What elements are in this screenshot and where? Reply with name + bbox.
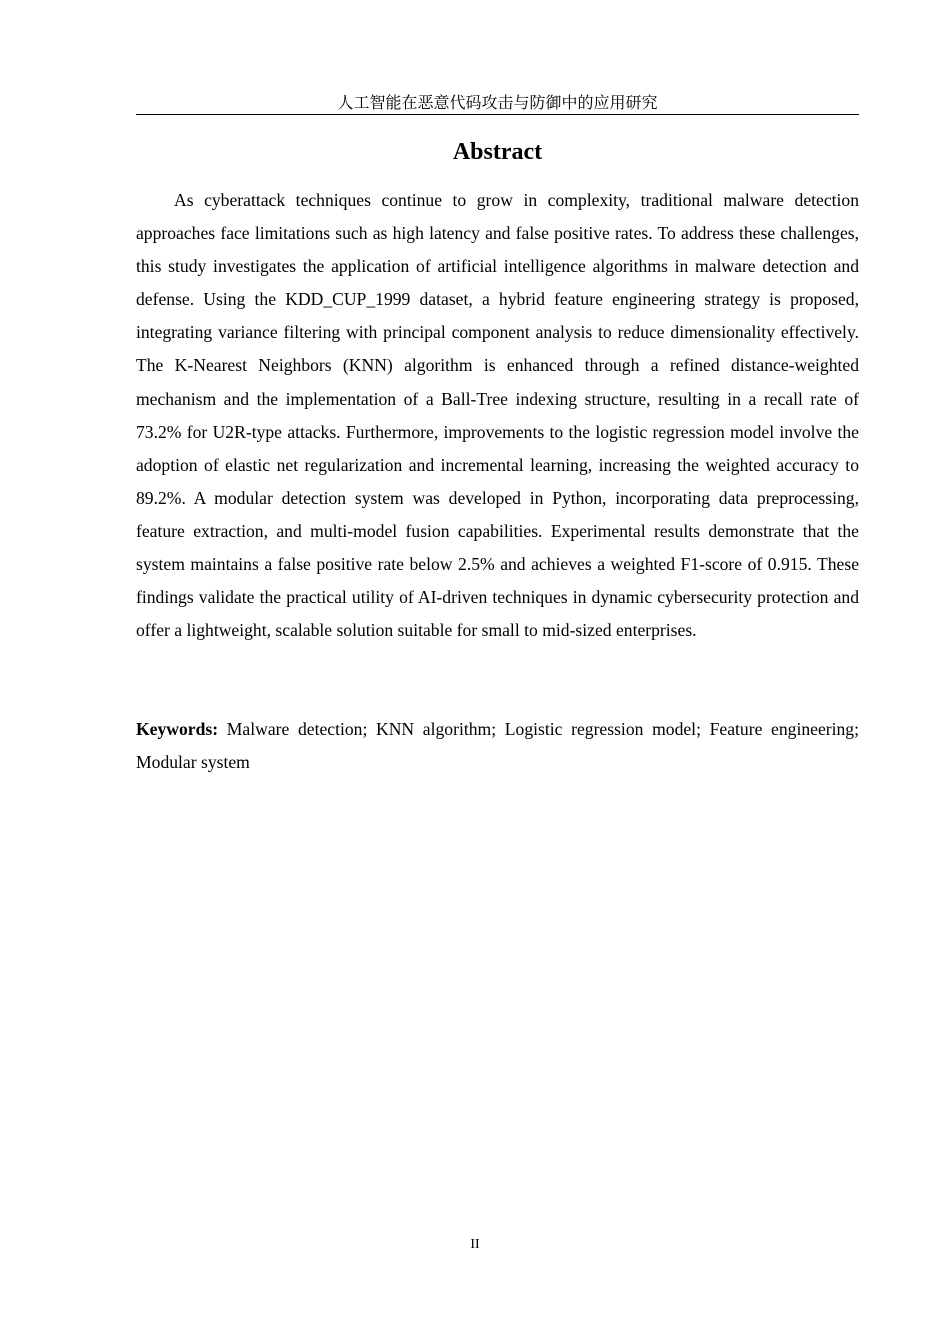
abstract-body: As cyberattack techniques continue to grow in complexity, traditional malware detection approaches face limitations such as high latency and false positive rates. To address these challenges, this study investigates the application of artificial intelligence algorithms in malware detection and defense. Using the KDD_CUP_1999 dataset, a hybrid feature engineering strategy is proposed, integrating variance filtering with principal component analysis to reduce dimensionality effectively. The K-Nearest Neighbors (KNN) algorithm is enhanced through a refined distance-weighted mechanism and the implementation of a Ball-Tree indexing structure, resulting in a recall rate of 73.2% for U2R-type attacks. Furthermore, improvements to the logistic regression model involve the adoption of elastic net regularization and incremental learning, increasing the weighted accuracy to 89.2%. A modular detection system was developed in Python, incorporating data preprocessing, feature extraction, and multi-model fusion capabilities. Experimental results demonstrate that the system maintains a false positive rate below 2.5% and achieves a weighted F1-score of 0.915. These findings validate the practical utility of AI-driven techniques in dynamic cybersecurity protection and offer a lightweight, scalable solution suitable for small to mid-sized enterprises.: [136, 190, 859, 641]
abstract-title: Abstract: [452, 139, 543, 165]
running-header: 人工智能在恶意代码攻击与防御中的应用研究: [136, 92, 859, 115]
keywords-text: Malware detection; KNN algorithm; Logistic regression model; Feature engineering; Modular system: [136, 719, 859, 773]
keywords-label: Keywords:: [136, 719, 219, 739]
keywords-paragraph: [136, 713, 859, 779]
page-number: II: [470, 1237, 480, 1252]
